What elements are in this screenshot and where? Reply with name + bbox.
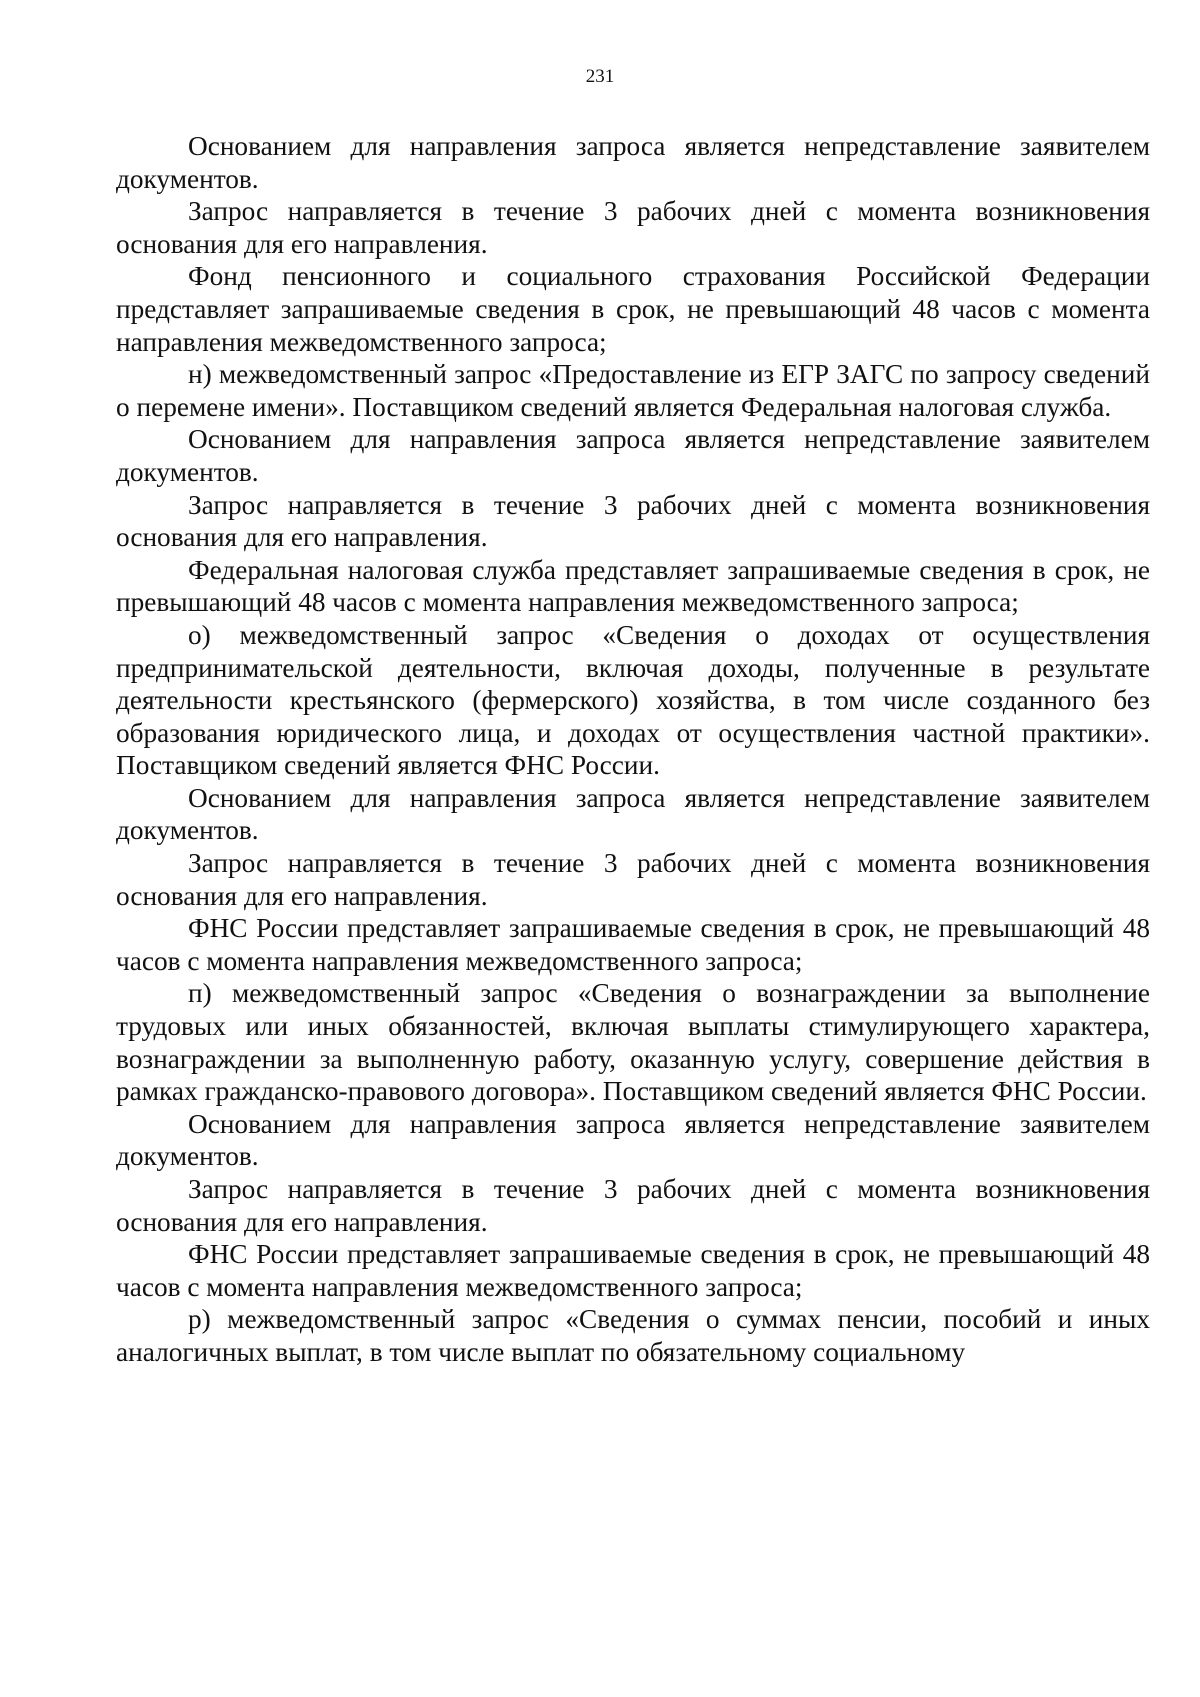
paragraph: ФНС России представляет запрашиваемые сведения в срок, не превышающий 48 часов с момента направления межведомственного запроса;: [116, 1239, 1150, 1302]
paragraph: Запрос направляется в течение 3 рабочих дней с момента возникновения основания для его направления.: [116, 1174, 1150, 1237]
paragraph: ФНС России представляет запрашиваемые сведения в срок, не превышающий 48 часов с момента направления межведомственного запроса;: [116, 913, 1150, 976]
paragraph: Основанием для направления запроса является непредставление заявителем документов.: [116, 131, 1150, 194]
document-body: [116, 130, 1150, 1369]
paragraph: Фонд пенсионного и социального страхования Российской Федерации представляет запрашиваемые сведения в срок, не превышающий 48 часов с момента направления межведомственного запроса;: [116, 261, 1150, 357]
page-number: 231: [585, 66, 615, 87]
paragraph-item-n: н) межведомственный запрос «Предоставление из ЕГР ЗАГС по запросу сведений о перемене имени». Поставщиком сведений является Федеральная налоговая служба.: [116, 359, 1150, 422]
paragraph: Основанием для направления запроса является непредставление заявителем документов.: [116, 782, 1150, 846]
paragraph-item-o: о) межведомственный запрос «Сведения о доходах от осуществления предпринимательской деятельности, включая доходы, полученные в результате деятельности крестьянского (фермерского) хозяйства, в том числе созданного без образования юридического лица, и доходах от осуществления частной практики». Поставщиком сведений является ФНС России.: [116, 619, 1150, 781]
paragraph: Основанием для направления запроса является непредставление заявителем документов.: [116, 1108, 1150, 1172]
paragraph-item-p: п) межведомственный запрос «Сведения о вознаграждении за выполнение трудовых или иных обязанностей, включая выплаты стимулирующего характера, вознаграждении за выполненную работу, оказанную услугу, совершение действия в рамках гражданско-правового договора». Поставщиком сведений является ФНС России.: [116, 978, 1150, 1107]
paragraph: Основанием для направления запроса является непредставление заявителем документов.: [116, 424, 1150, 487]
paragraph: Запрос направляется в течение 3 рабочих дней с момента возникновения основания для его направления.: [116, 489, 1150, 553]
paragraph: Федеральная налоговая служба представляет запрашиваемые сведения в срок, не превышающий 48 часов с момента направления межведомственного запроса;: [116, 554, 1150, 618]
paragraph: Запрос направляется в течение 3 рабочих дней с момента возникновения основания для его направления.: [116, 848, 1150, 911]
paragraph-item-r: р) межведомственный запрос «Сведения о суммах пенсии, пособий и иных аналогичных выплат, в том числе выплат по обязательному социальному: [116, 1304, 1150, 1367]
paragraph: Запрос направляется в течение 3 рабочих дней с момента возникновения основания для его направления.: [116, 196, 1150, 259]
